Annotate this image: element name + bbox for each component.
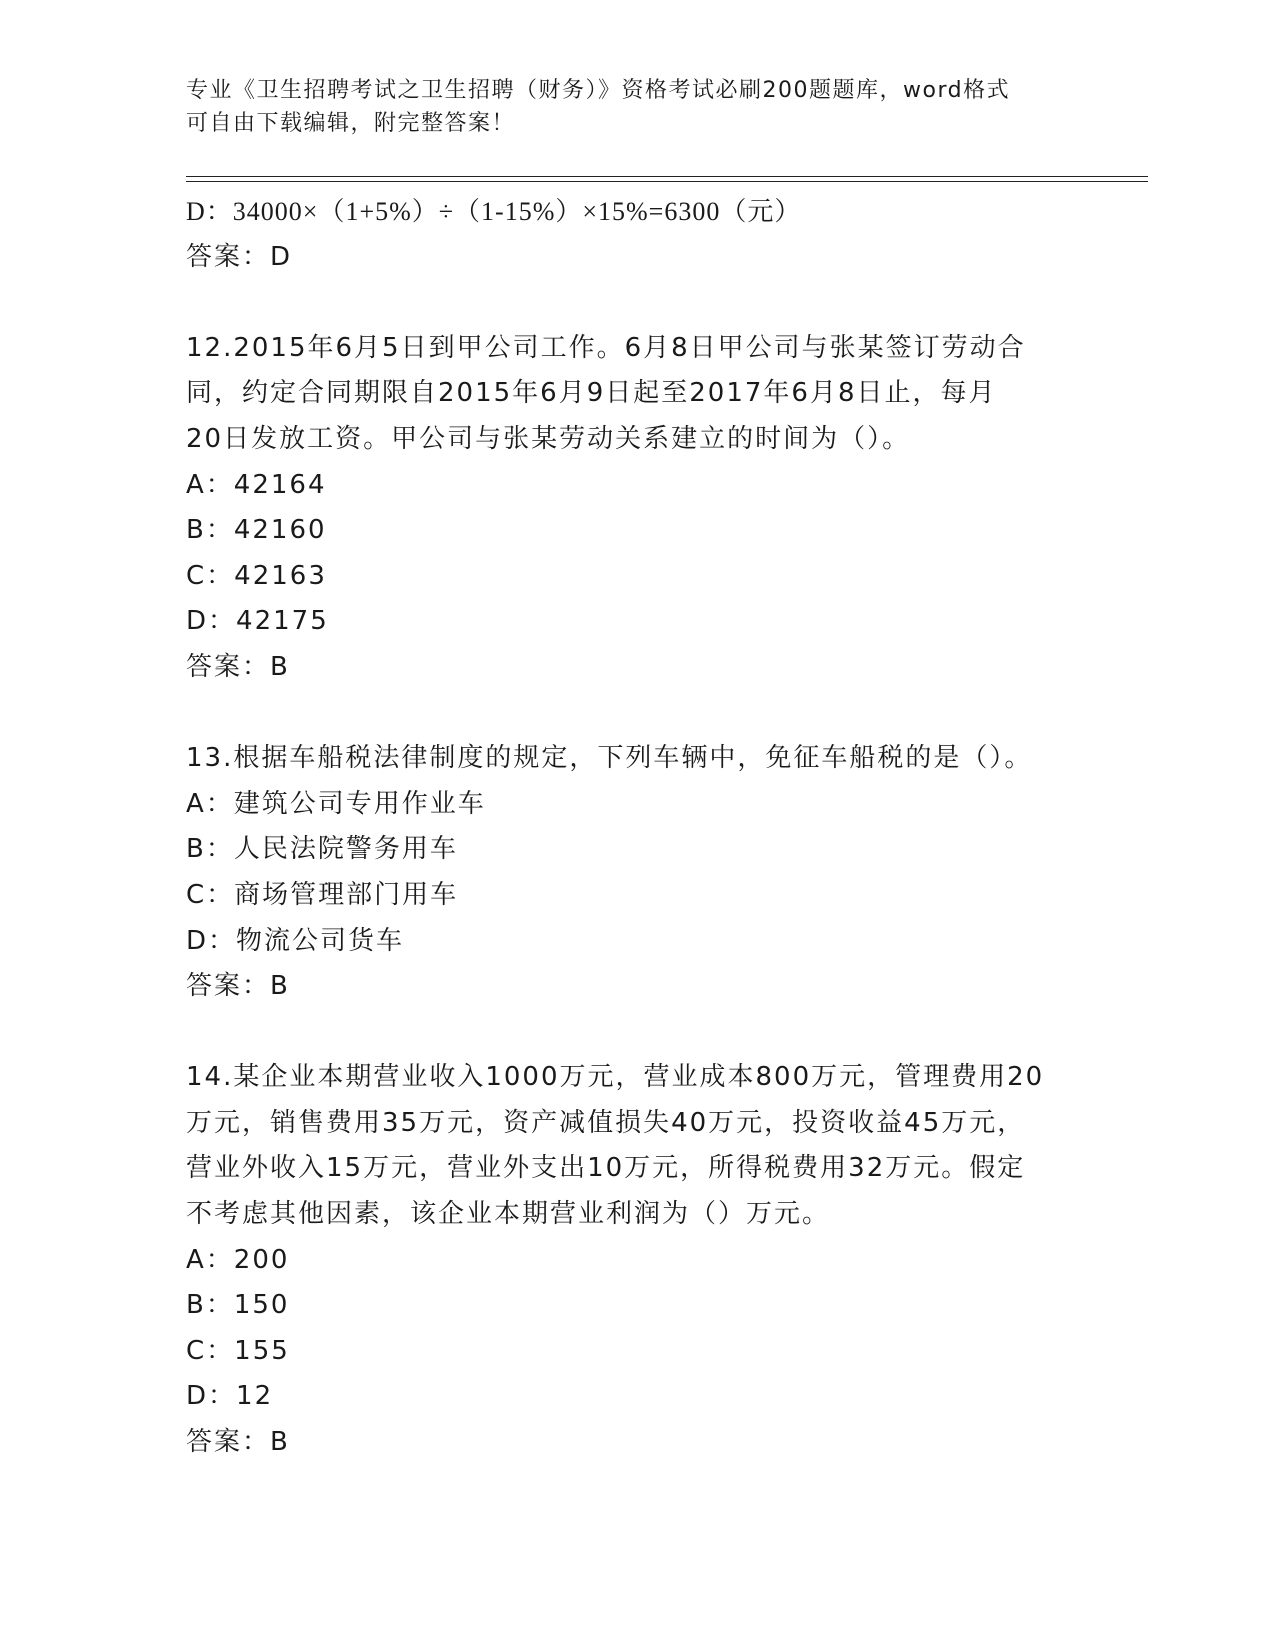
question-13 — [186, 736, 1086, 1010]
header-divider-thin — [186, 181, 1148, 182]
question-12-stem-line-3: 20日发放工资。甲公司与张某劳动关系建立的时间为（）。 — [186, 423, 911, 454]
question-12-option-a: A：42164 — [186, 469, 327, 500]
document-body — [186, 189, 1086, 1466]
question-13-option-a: A：建筑公司专用作业车 — [186, 788, 486, 819]
header-divider-thick — [186, 176, 1148, 177]
question-14-option-c: C：155 — [186, 1335, 290, 1366]
spacer — [186, 280, 1086, 326]
question-12-option-b: B：42160 — [186, 515, 327, 546]
prev-option-d: D：34000×（1+5%）÷（1-15%）×15%=6300（元） — [186, 197, 802, 226]
prev-answer: 答案：D — [186, 241, 293, 272]
header-title-line-1: 专业《卫生招聘考试之卫生招聘（财务）》资格考试必刷200题题库，word格式 — [186, 78, 1011, 103]
question-13-stem-line-1: 13.根据车船税法律制度的规定，下列车辆中，免征车船税的是（）。 — [186, 743, 1033, 774]
spacer — [186, 691, 1086, 737]
question-14-option-a: A：200 — [186, 1244, 290, 1275]
question-12-option-c: C：42163 — [186, 560, 327, 591]
question-14-stem-line-4: 不考虑其他因素，该企业本期营业利润为（）万元。 — [186, 1199, 831, 1230]
question-14-stem-line-3: 营业外收入15万元，营业外支出10万元，所得税费用32万元。假定 — [186, 1153, 1026, 1184]
header-title-line-2: 可自由下载编辑，附完整答案！ — [186, 111, 516, 136]
question-13-answer: 答案：B — [186, 971, 290, 1002]
question-14 — [186, 1055, 1086, 1465]
question-14-option-d: D：12 — [186, 1381, 274, 1412]
question-13-option-d: D：物流公司货车 — [186, 925, 405, 956]
question-13-option-b: B：人民法院警务用车 — [186, 834, 458, 865]
question-12 — [186, 326, 1086, 691]
question-14-answer: 答案：B — [186, 1427, 290, 1458]
question-12-stem-line-1: 12.2015年6月5日到甲公司工作。6月8日甲公司与张某签订劳动合 — [186, 332, 1026, 363]
question-14-stem-line-1: 14.某企业本期营业收入1000万元，营业成本800万元，管理费用20 — [186, 1062, 1045, 1093]
question-12-option-d: D：42175 — [186, 606, 329, 637]
document-header — [186, 74, 1086, 140]
question-14-option-b: B：150 — [186, 1290, 290, 1321]
question-12-stem-line-2: 同，约定合同期限自2015年6月9日起至2017年6月8日止，每月 — [186, 378, 997, 409]
spacer — [186, 1010, 1086, 1056]
question-13-option-c: C：商场管理部门用车 — [186, 879, 459, 910]
question-12-answer: 答案：B — [186, 651, 290, 682]
question-14-stem-line-2: 万元，销售费用35万元，资产减值损失40万元，投资收益45万元， — [186, 1107, 1026, 1138]
